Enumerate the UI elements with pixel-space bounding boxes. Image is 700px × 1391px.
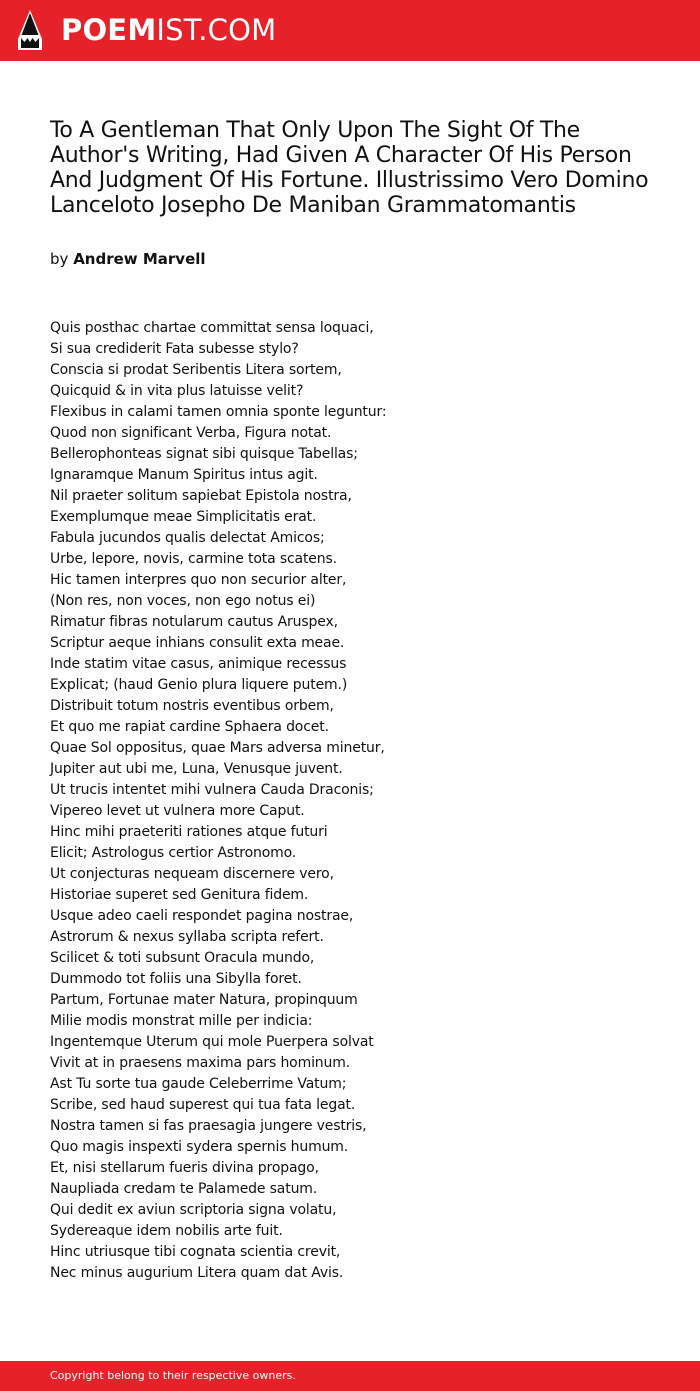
top-bar [0, 0, 700, 61]
author-name: Andrew Marvell [73, 250, 206, 268]
poem-line: Hinc utriusque tibi cognata scientia crevit, [50, 1244, 341, 1260]
footer-bar [0, 1361, 700, 1391]
poem-line: Quo magis inspexti sydera spernis humum. [50, 1139, 349, 1155]
poem-line: Partum, Fortunae mater Natura, propinquum [50, 992, 358, 1008]
poem-line: Distribuit totum nostris eventibus orbem, [50, 698, 334, 714]
poem-line: Qui dedit ex aviun scriptoria signa volatu, [50, 1202, 337, 1218]
logo-wordmark-bold: POEM [61, 13, 157, 47]
poem-line: Jupiter aut ubi me, Luna, Venusque juvent. [50, 761, 343, 777]
poem-line: Quod non significant Verba, Figura notat. [50, 425, 332, 441]
poem-line: Scriptur aeque inhians consulit exta meae. [50, 635, 345, 651]
logo-wordmark [61, 9, 276, 51]
poem-line: Quis posthac chartae committat sensa loquaci, [50, 320, 374, 336]
poem-line: Scilicet & toti subsunt Oracula mundo, [50, 950, 315, 966]
poem-line: Historiae superet sed Genitura fidem. [50, 887, 309, 903]
site-logo[interactable] [17, 9, 276, 51]
poem-line: Sydereaque idem nobilis arte fuit. [50, 1223, 283, 1239]
poem-line: Hinc mihi praeteriti rationes atque futuri [50, 824, 328, 840]
poem-line: Ignaramque Manum Spiritus intus agit. [50, 467, 318, 483]
poem-line: Elicit; Astrologus certior Astronomo. [50, 845, 297, 861]
poem-line: Inde statim vitae casus, animique recessus [50, 656, 347, 672]
poem-line: Et, nisi stellarum fueris divina propago, [50, 1160, 319, 1176]
poem-line: Vipereo levet ut vulnera more Caput. [50, 803, 305, 819]
poem-line: Milie modis monstrat mille per indicia: [50, 1013, 313, 1029]
poem-line: Vivit at in praesens maxima pars hominum. [50, 1055, 351, 1071]
poem-line: Naupliada credam te Palamede satum. [50, 1181, 318, 1197]
poem-line: Astrorum & nexus syllaba scripta refert. [50, 929, 324, 945]
poem-line: Ast Tu sorte tua gaude Celeberrime Vatum; [50, 1076, 347, 1092]
poem-line: Quicquid & in vita plus latuisse velit? [50, 383, 304, 399]
poem-line: Ingentemque Uterum qui mole Puerpera solvat [50, 1034, 374, 1050]
poem-line: Conscia si prodat Seribentis Litera sortem, [50, 362, 342, 378]
poem-line: Ut trucis intentet mihi vulnera Cauda Draconis; [50, 782, 374, 798]
poem-line: Quae Sol oppositus, quae Mars adversa minetur, [50, 740, 385, 756]
byline-prefix: by [50, 250, 69, 268]
poem-line: Rimatur fibras notularum cautus Aruspex, [50, 614, 338, 630]
poem-line: Dummodo tot foliis una Sibylla foret. [50, 971, 302, 987]
poem-line: Scribe, sed haud superest qui tua fata legat. [50, 1097, 356, 1113]
copyright-text: Copyright belong to their respective owners. [50, 1369, 296, 1382]
poem-line: Nostra tamen si fas praesagia jungere vestris, [50, 1118, 367, 1134]
logo-wordmark-thin: IST.COM [156, 13, 277, 47]
poem-line: (Non res, non voces, non ego notus ei) [50, 593, 316, 609]
poem-line: Explicat; (haud Genio plura liquere putem.) [50, 677, 348, 693]
poem-line: Exemplumque meae Simplicitatis erat. [50, 509, 317, 525]
poem-line: Nec minus augurium Litera quam dat Avis. [50, 1265, 344, 1281]
poem-line: Urbe, lepore, novis, carmine tota scatens. [50, 551, 337, 567]
byline [50, 249, 206, 269]
poem-line: Ut conjecturas nequeam discernere vero, [50, 866, 334, 882]
poem-line: Flexibus in calami tamen omnia sponte leguntur: [50, 404, 387, 420]
pencil-tip-icon [17, 9, 43, 51]
poem-body [50, 318, 650, 1284]
poem-line: Fabula jucundos qualis delectat Amicos; [50, 530, 325, 546]
poem-line: Bellerophonteas signat sibi quisque Tabellas; [50, 446, 358, 462]
poem-line: Nil praeter solitum sapiebat Epistola nostra, [50, 488, 352, 504]
poem-line: Hic tamen interpres quo non securior alter, [50, 572, 347, 588]
poem-line: Si sua crediderit Fata subesse stylo? [50, 341, 299, 357]
poem-title: To A Gentleman That Only Upon The Sight Of The Author's Writing, Had Given A Character Of His Person And Judgment Of His Fortune. Illustrissimo Vero Domino Lanceloto Josepho De Maniban Grammatomantis [50, 118, 649, 218]
poem-line: Usque adeo caeli respondet pagina nostrae, [50, 908, 354, 924]
poem-line: Et quo me rapiat cardine Sphaera docet. [50, 719, 329, 735]
